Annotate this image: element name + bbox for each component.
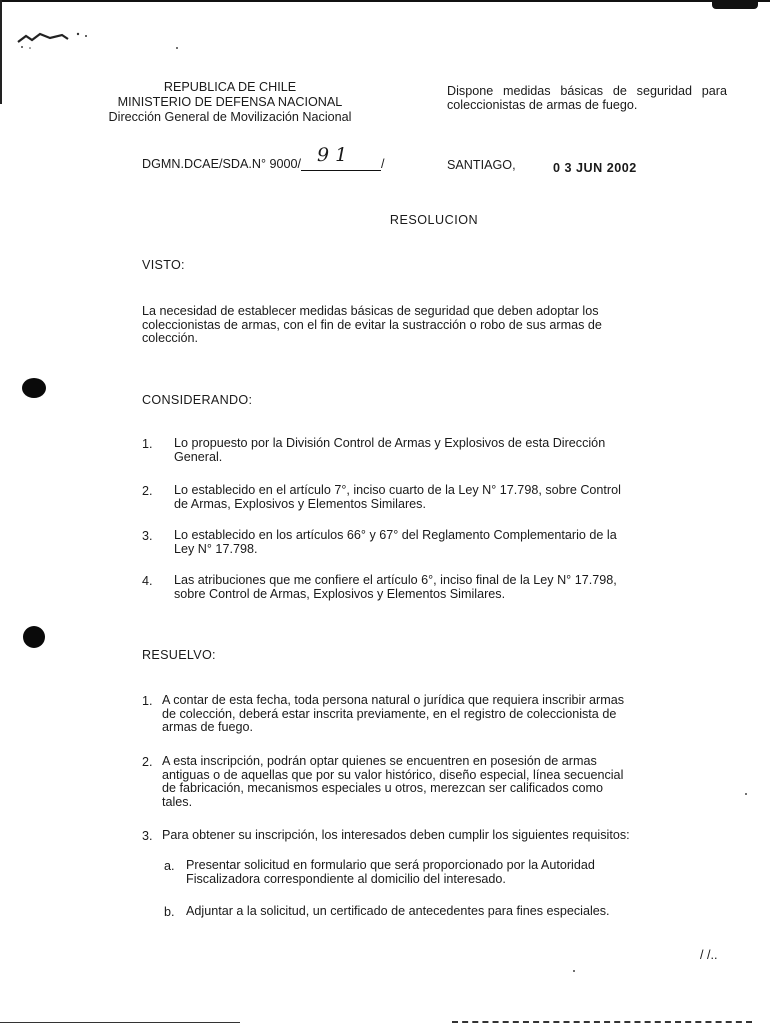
scan-speck bbox=[573, 970, 575, 972]
page-continuation-mark: / /.. bbox=[700, 948, 718, 962]
item-line: de fabricación, mecanismos especiales u otros, merezcan ser calificados como bbox=[162, 781, 603, 795]
item-number: 2. bbox=[142, 755, 153, 769]
section-heading-visto: VISTO: bbox=[142, 258, 185, 272]
issuer-country: REPUBLICA DE CHILE bbox=[163, 80, 297, 94]
issuer-header bbox=[80, 80, 380, 125]
paragraph-line: coleccionistas de armas, con el fin de evitar la sustracción o robo de sus armas de bbox=[142, 317, 602, 332]
item-number: 3. bbox=[142, 529, 153, 543]
paragraph-line: colección. bbox=[142, 331, 199, 345]
reference-suffix: / bbox=[381, 157, 385, 171]
scan-border-bottom-dashed bbox=[452, 1021, 752, 1025]
item-line: Lo propuesto por la División Control de Armas y Explosivos de esta Dirección bbox=[174, 436, 606, 450]
item-line: antiguas o de aquellas que por su valor histórico, diseño especial, línea secuencial bbox=[162, 767, 624, 782]
item-line: tales. bbox=[162, 794, 193, 809]
document-title: RESOLUCION bbox=[389, 213, 479, 227]
subitem-letter: b. bbox=[164, 905, 175, 919]
item-line: A contar de esta fecha, toda persona natural o jurídica que requiera inscribir armas bbox=[162, 693, 625, 707]
item-line: Fiscalizadora correspondiente al domicilio del interesado. bbox=[186, 871, 506, 886]
scan-border-left bbox=[0, 0, 2, 104]
item-line: de Armas, Explosivos y Elementos Similares. bbox=[174, 496, 426, 511]
item-line: armas de fuego. bbox=[162, 720, 254, 734]
item-line: sobre Control de Armas, Explosivos y Elementos Similares. bbox=[174, 586, 506, 601]
section-heading-considerando: CONSIDERANDO: bbox=[142, 393, 253, 407]
reference-number-field bbox=[301, 144, 381, 171]
issuer-ministry: MINISTERIO DE DEFENSA NACIONAL bbox=[117, 95, 343, 109]
item-number: 4. bbox=[142, 574, 153, 588]
reference-prefix: DGMN.DCAE/SDA.N° 9000/ bbox=[142, 157, 302, 171]
item-number: 1. bbox=[142, 437, 153, 451]
scan-smudge-mark bbox=[16, 30, 96, 50]
item-line: General. bbox=[174, 449, 223, 464]
issuer-directorate: Dirección General de Movilización Nacional bbox=[108, 110, 352, 124]
visto-paragraph bbox=[142, 305, 727, 346]
item-line: Para obtener su inscripción, los interesados deben cumplir los siguientes requisitos: bbox=[162, 828, 630, 842]
date-stamp: 0 3 JUN 2002 bbox=[553, 161, 637, 175]
scan-smudge bbox=[712, 0, 758, 9]
section-heading-resuelvo: RESUELVO: bbox=[142, 648, 216, 662]
item-line: A esta inscripción, podrán optar quienes se encuentren en posesión de armas bbox=[162, 754, 597, 768]
item-number: 3. bbox=[142, 829, 153, 843]
reference-number bbox=[142, 144, 385, 171]
scan-border-top bbox=[0, 0, 770, 2]
item-line: de colección, deberá estar inscrita previamente, en el registro de coleccionista de bbox=[162, 706, 617, 721]
item-line: Ley N° 17.798. bbox=[174, 541, 258, 556]
item-line: Adjuntar a la solicitud, un certificado de antecedentes para fines especiales. bbox=[186, 904, 610, 918]
scan-speck bbox=[745, 793, 747, 795]
item-line: Las atribuciones que me confiere el artículo 6°, inciso final de la Ley N° 17.798, bbox=[174, 573, 617, 587]
punch-hole bbox=[22, 378, 46, 398]
item-number: 2. bbox=[142, 484, 153, 498]
item-line: Presentar solicitud en formulario que será proporcionado por la Autoridad bbox=[186, 858, 595, 872]
subitem-letter: a. bbox=[164, 859, 175, 873]
document-subject: Dispone medidas básicas de seguridad para coleccionistas de armas de fuego. bbox=[447, 84, 727, 112]
scan-speck bbox=[176, 47, 178, 49]
city: SANTIAGO, bbox=[447, 158, 516, 172]
scan-border-bottom bbox=[0, 1022, 240, 1023]
handwritten-number: 9 1 bbox=[317, 144, 348, 166]
item-number: 1. bbox=[142, 694, 153, 708]
paragraph-line: La necesidad de establecer medidas básicas de seguridad que deben adoptar los bbox=[142, 304, 599, 318]
item-line: Lo establecido en los artículos 66° y 67° del Reglamento Complementario de la bbox=[174, 528, 617, 542]
punch-hole bbox=[23, 626, 45, 648]
item-line: Lo establecido en el artículo 7°, inciso cuarto de la Ley N° 17.798, sobre Control bbox=[174, 483, 621, 497]
